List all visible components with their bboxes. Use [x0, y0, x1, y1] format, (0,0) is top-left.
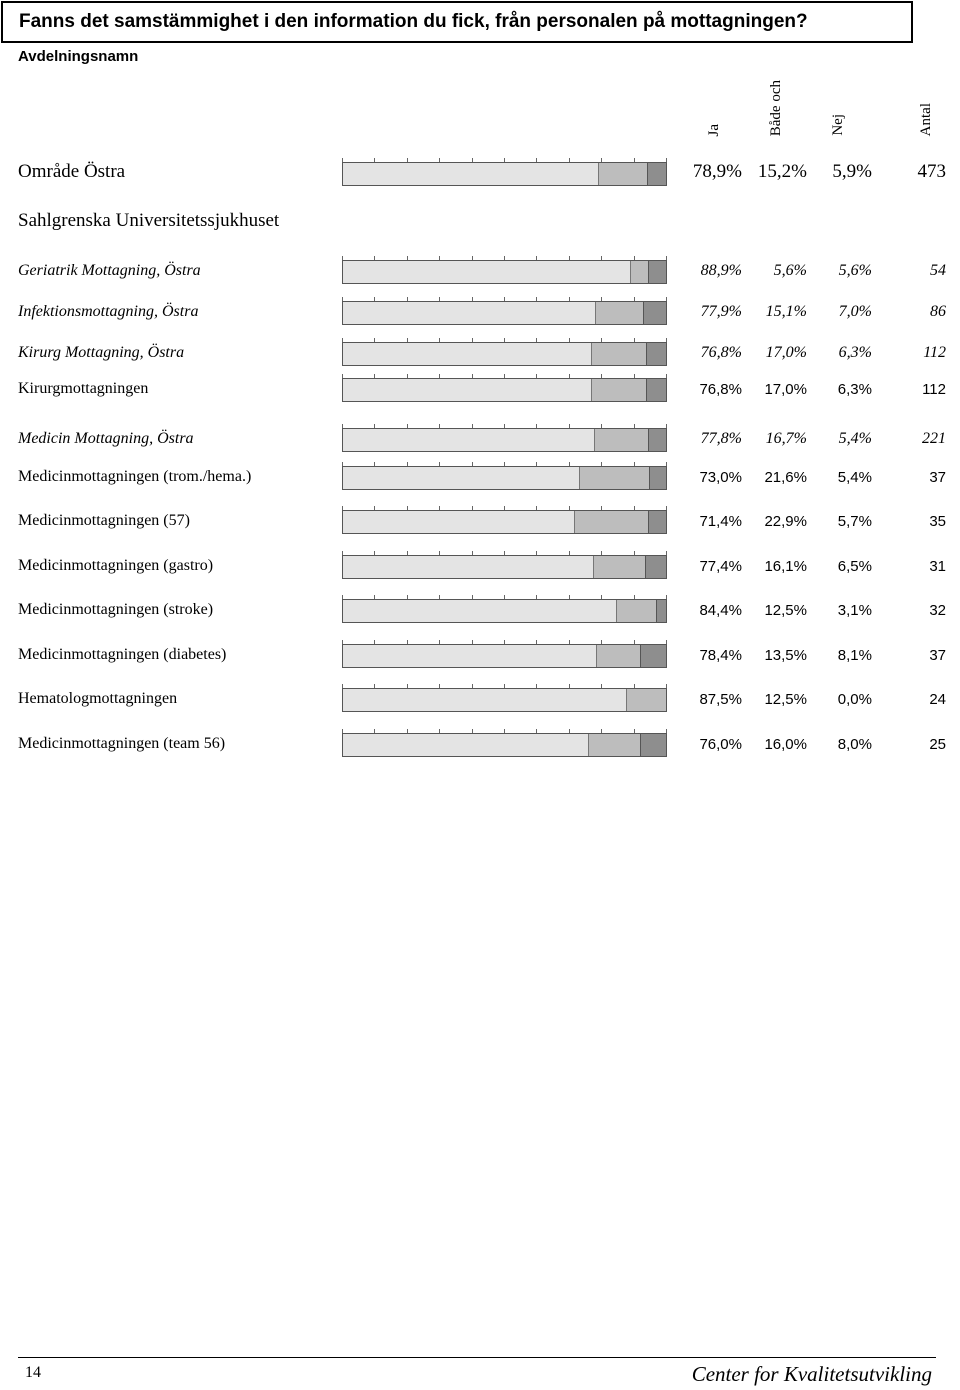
value-nej: 7,0%: [838, 303, 872, 320]
column-header-nej: Nej: [830, 114, 846, 136]
value-nej: 8,0%: [837, 736, 872, 753]
row-label: Medicinmottagningen (57): [18, 512, 190, 529]
bar-segment-bade-och: [591, 379, 646, 401]
bar-segment-ja: [343, 379, 591, 401]
bar-segment-ja: [343, 429, 594, 451]
row-label: Medicinmottagningen (trom./hema.): [18, 468, 252, 485]
value-bade-och: 12,5%: [764, 602, 807, 619]
bar-segment-bade-och: [598, 163, 647, 185]
value-nej: 6,3%: [837, 381, 872, 398]
column-header-antal: Antal: [918, 102, 934, 136]
stacked-bar: [342, 688, 667, 712]
bar-segment-bade-och: [591, 343, 646, 365]
footer-organization: Center for Kvalitetsutvikling: [691, 1362, 932, 1386]
value-bade-och: 17,0%: [765, 344, 807, 361]
value-ja: 71,4%: [699, 513, 742, 530]
bar-segment-ja: [343, 689, 626, 711]
value-bade-och: 15,2%: [757, 161, 807, 182]
row-label: Kirurgmottagningen: [18, 380, 149, 397]
row-label: Medicinmottagningen (gastro): [18, 557, 214, 574]
value-ja: 84,4%: [699, 602, 742, 619]
value-bade-och: 16,7%: [765, 430, 807, 447]
value-nej: 5,6%: [838, 262, 872, 279]
value-nej: 5,4%: [838, 430, 872, 447]
value-ja: 76,8%: [700, 344, 742, 361]
value-ja: 73,0%: [699, 469, 742, 486]
bar-segment-nej: [640, 734, 666, 756]
bar-segment-ja: [343, 467, 579, 489]
bar-segment-bade-och: [626, 689, 666, 711]
bar-segment-bade-och: [593, 556, 645, 578]
question-title-box: [1, 1, 913, 43]
value-bade-och: 15,1%: [765, 303, 807, 320]
value-antal: 37: [929, 647, 946, 664]
value-nej: 5,9%: [832, 161, 872, 182]
bar-segment-nej: [647, 163, 666, 185]
value-ja: 78,9%: [692, 161, 742, 182]
value-antal: 86: [930, 303, 946, 320]
bar-segment-nej: [648, 261, 666, 283]
value-bade-och: 16,0%: [764, 736, 807, 753]
bar-segment-ja: [343, 556, 593, 578]
stacked-bar: [342, 555, 667, 579]
row-label: Medicinmottagningen (diabetes): [18, 646, 227, 663]
page-number: 14: [25, 1364, 41, 1381]
bar-segment-bade-och: [574, 511, 648, 533]
bar-segment-nej: [646, 379, 666, 401]
bar-segment-ja: [343, 302, 595, 324]
bar-segment-ja: [343, 511, 574, 533]
bar-segment-bade-och: [630, 261, 648, 283]
value-antal: 37: [929, 469, 946, 486]
stacked-bar: [342, 733, 667, 757]
value-nej: 8,1%: [837, 647, 872, 664]
value-ja: 77,4%: [699, 558, 742, 575]
bar-segment-nej: [656, 600, 666, 622]
value-ja: 77,8%: [700, 430, 742, 447]
value-ja: 77,9%: [700, 303, 742, 320]
bar-segment-ja: [343, 261, 630, 283]
stacked-bar: [342, 342, 667, 366]
section-heading: Sahlgrenska Universitetssjukhuset: [18, 210, 280, 231]
value-nej: 0,0%: [837, 691, 872, 708]
bar-segment-bade-och: [579, 467, 649, 489]
value-ja: 88,9%: [700, 262, 742, 279]
row-label: Medicinmottagningen (stroke): [18, 601, 214, 618]
row-label: Medicin Mottagning, Östra: [18, 430, 194, 447]
row-label: Område Östra: [18, 161, 126, 182]
row-label: Hematologmottagningen: [18, 690, 178, 707]
value-nej: 5,7%: [837, 513, 872, 530]
value-antal: 112: [923, 344, 946, 361]
stacked-bar: [342, 260, 667, 284]
bar-segment-ja: [343, 343, 591, 365]
stacked-bar: [342, 428, 667, 452]
stacked-bar: [342, 378, 667, 402]
bar-segment-ja: [343, 734, 588, 756]
value-ja: 87,5%: [699, 691, 742, 708]
value-nej: 5,4%: [837, 469, 872, 486]
value-bade-och: 17,0%: [764, 381, 807, 398]
value-antal: 32: [929, 602, 946, 619]
value-antal: 24: [929, 691, 946, 708]
value-antal: 473: [917, 161, 946, 182]
column-header-ja: Ja: [706, 123, 722, 136]
bar-segment-nej: [645, 556, 666, 578]
value-bade-och: 22,9%: [764, 513, 807, 530]
value-bade-och: 16,1%: [764, 558, 807, 575]
row-label: Kirurg Mottagning, Östra: [18, 344, 185, 361]
value-antal: 221: [922, 430, 946, 447]
bar-segment-nej: [649, 467, 666, 489]
question-title: Fanns det samstämmighet i den information du fick, från personalen på mottagningen?: [19, 11, 808, 32]
bar-segment-nej: [648, 429, 665, 451]
value-nej: 6,3%: [838, 344, 872, 361]
row-label: Medicinmottagningen (team 56): [18, 735, 226, 752]
stacked-bar: [342, 644, 667, 668]
value-bade-och: 13,5%: [764, 647, 807, 664]
stacked-bar: [342, 162, 667, 186]
stacked-bar: [342, 466, 667, 490]
bar-segment-ja: [343, 600, 616, 622]
row-label: Geriatrik Mottagning, Östra: [18, 262, 201, 279]
value-nej: 6,5%: [837, 558, 872, 575]
stacked-bar: [342, 510, 667, 534]
bar-segment-nej: [648, 511, 666, 533]
bar-segment-ja: [343, 645, 596, 667]
footer-divider: [18, 1357, 936, 1358]
value-ja: 76,0%: [699, 736, 742, 753]
column-header-bade-och: Både och: [768, 79, 784, 136]
bar-segment-bade-och: [595, 302, 644, 324]
bar-segment-nej: [640, 645, 666, 667]
value-bade-och: 12,5%: [764, 691, 807, 708]
value-bade-och: 5,6%: [773, 262, 807, 279]
stacked-bar: [342, 301, 667, 325]
value-antal: 54: [930, 262, 946, 279]
stacked-bar: [342, 599, 667, 623]
bar-segment-ja: [343, 163, 598, 185]
bar-segment-bade-och: [588, 734, 640, 756]
value-ja: 76,8%: [699, 381, 742, 398]
bar-segment-bade-och: [616, 600, 656, 622]
value-nej: 3,1%: [837, 602, 872, 619]
bar-segment-bade-och: [596, 645, 640, 667]
bar-segment-bade-och: [594, 429, 648, 451]
bar-segment-nej: [646, 343, 666, 365]
value-antal: 25: [929, 736, 946, 753]
department-column-label: Avdelningsnamn: [18, 48, 139, 65]
bar-segment-nej: [643, 302, 666, 324]
value-antal: 31: [929, 558, 946, 575]
value-ja: 78,4%: [699, 647, 742, 664]
row-label: Infektionsmottagning, Östra: [18, 303, 199, 320]
value-antal: 35: [929, 513, 946, 530]
value-antal: 112: [922, 381, 946, 398]
value-bade-och: 21,6%: [764, 469, 807, 486]
